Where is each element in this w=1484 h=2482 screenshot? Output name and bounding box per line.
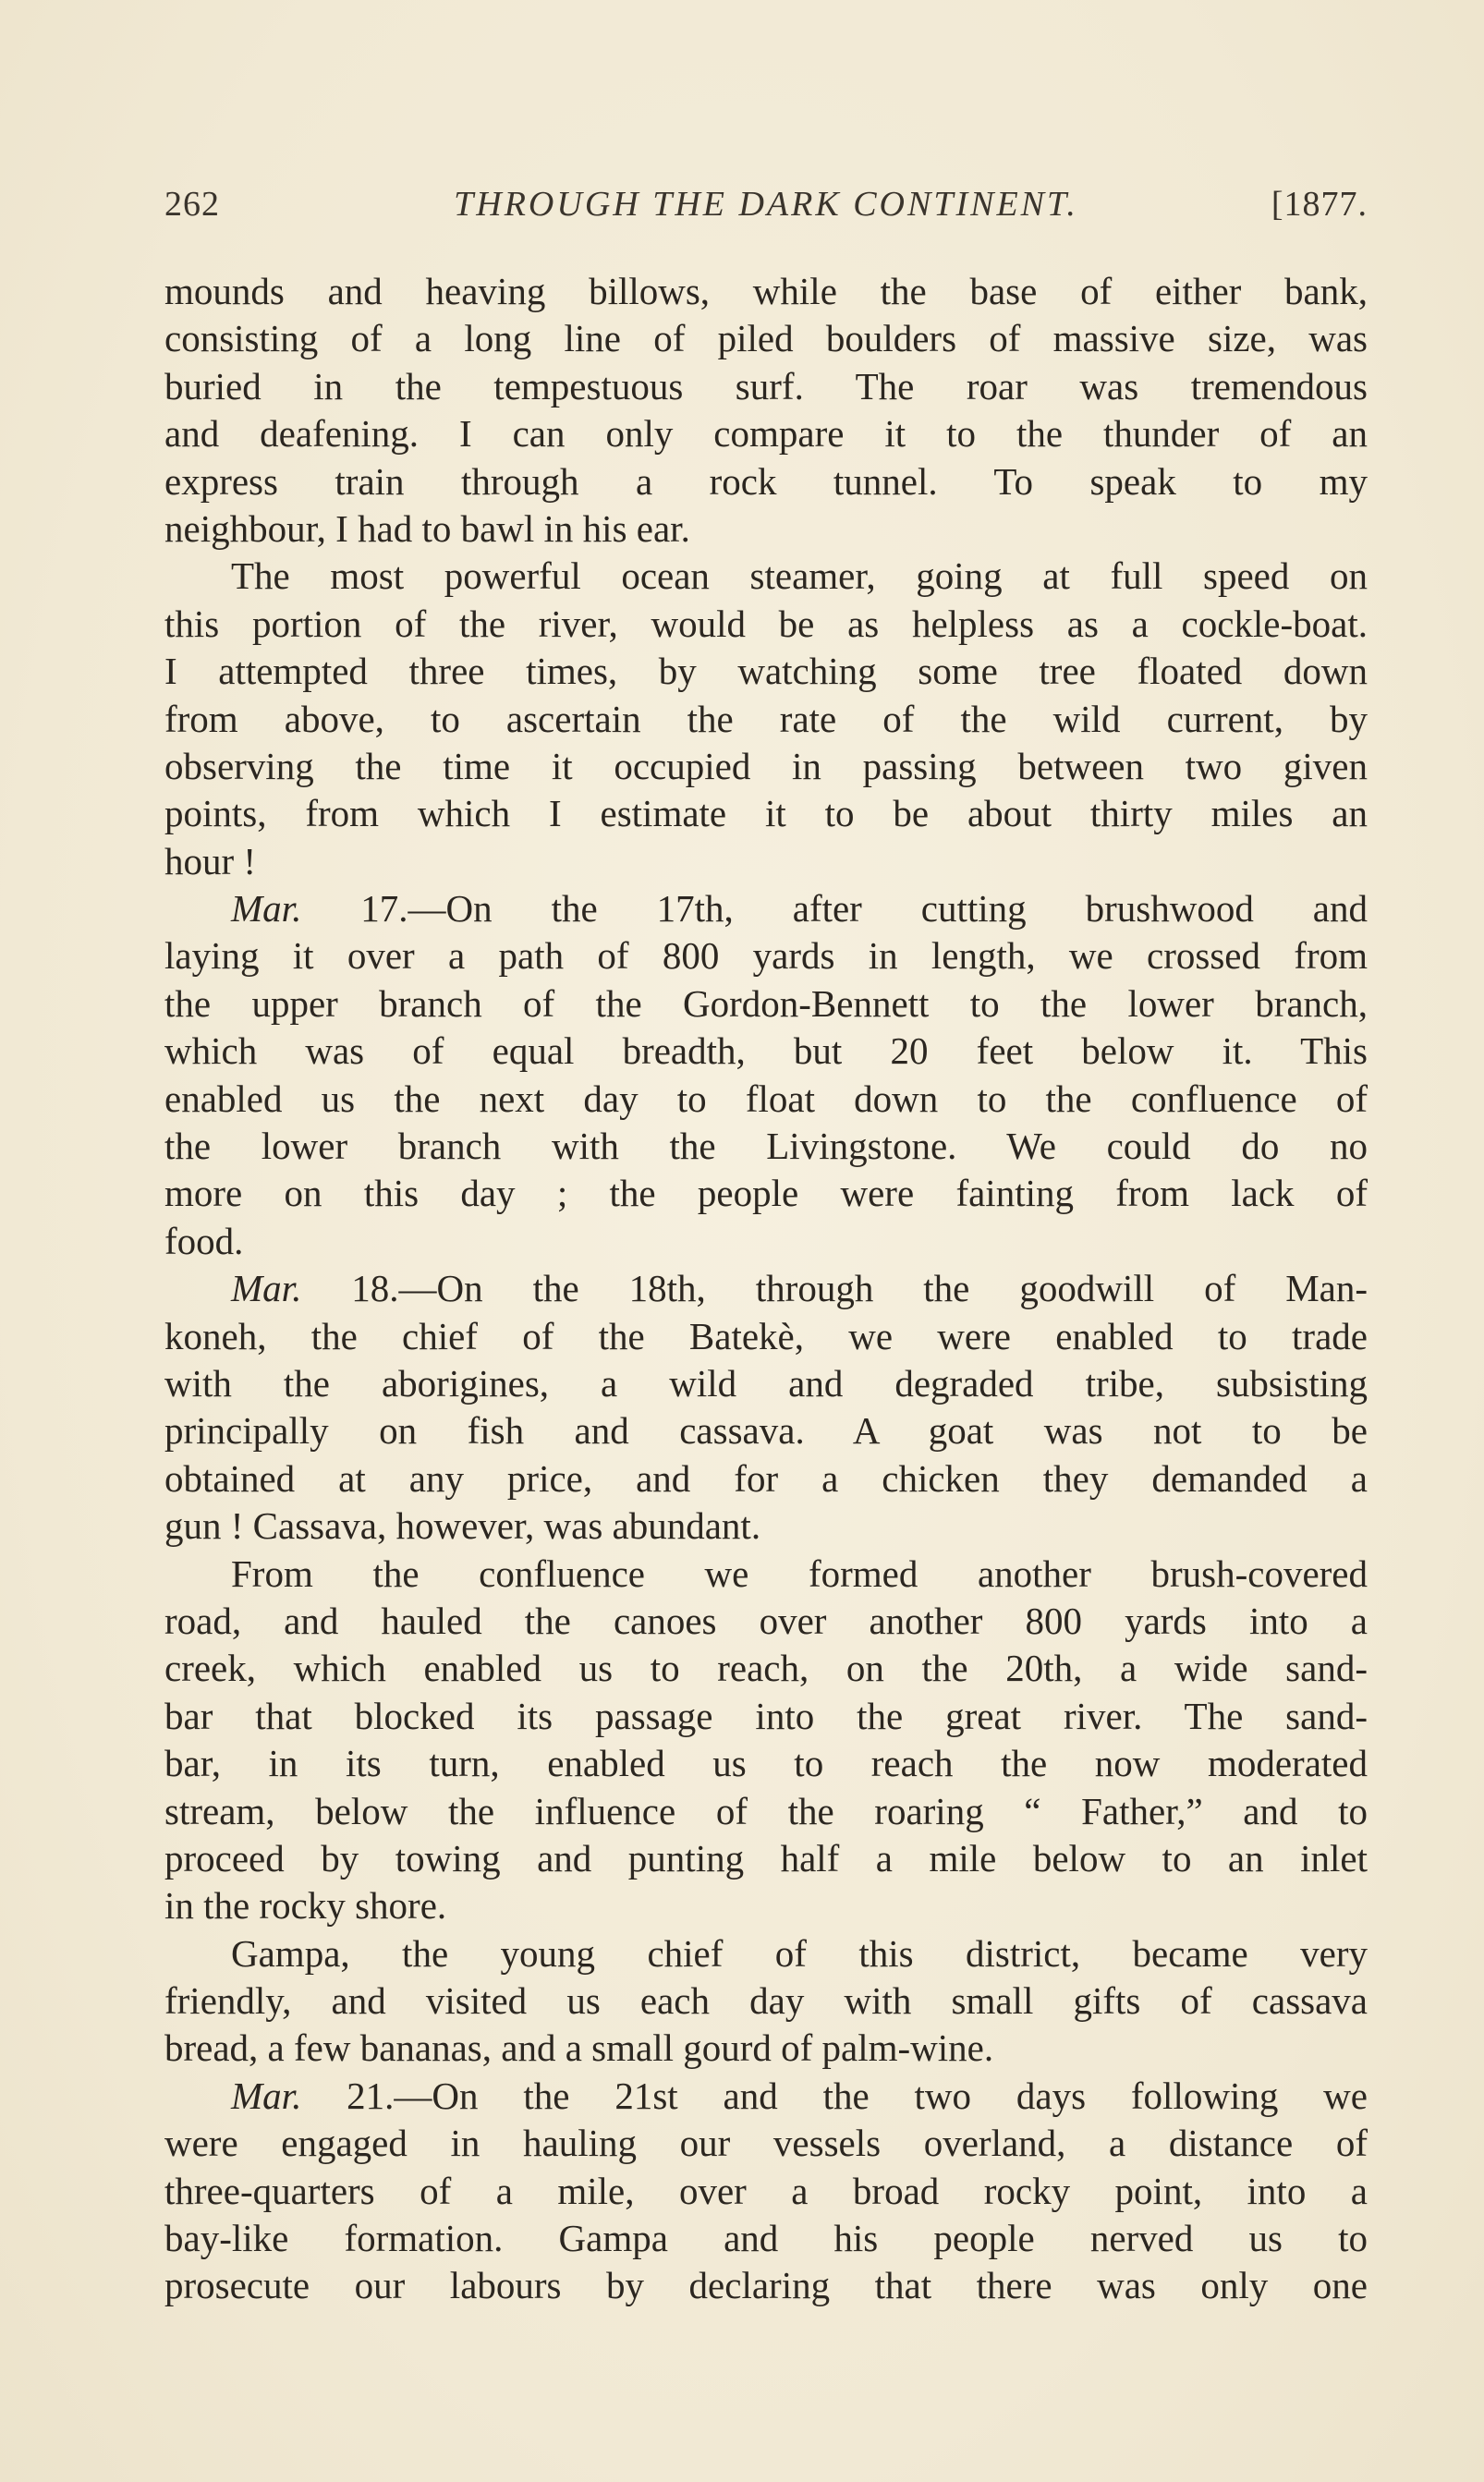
text-line [164, 1503, 1368, 1550]
text-line [164, 1218, 1368, 1265]
line-text: laying it over a path of 800 yards in length, we crossed from [164, 934, 1368, 978]
line-text: were engaged in hauling our vessels overland, a distance of [164, 2122, 1368, 2165]
line-text: in the rocky shore. [164, 1884, 447, 1928]
text-line [164, 505, 1368, 553]
line-text: the upper branch of the Gordon-Bennett to the lower branch, [164, 981, 1368, 1025]
line-text: friendly, and visited us each day with small gifts of cassava [164, 1979, 1368, 2023]
text-line [164, 2120, 1368, 2167]
line-text: buried in the tempestuous surf. The roar was tremendous [164, 364, 1368, 408]
text-line [164, 2073, 1368, 2120]
line-text: mounds and heaving billows, while the base of either bank, [164, 270, 1368, 312]
text-line [164, 1788, 1368, 1835]
line-text: this portion of the river, would be as helpless as a cockle-boat. [164, 602, 1368, 645]
line-text: road, and hauled the canoes over another 800 yards into a [164, 1599, 1368, 1642]
text-line [164, 410, 1368, 457]
line-text: gun ! Cassava, however, was abundant. [164, 1504, 761, 1548]
year-bracket: [1877. [1271, 185, 1368, 224]
text-line [164, 1835, 1368, 1882]
line-text: three-quarters of a mile, over a broad rocky point, into a [164, 2169, 1368, 2212]
line-text: I attempted three times, by watching some tree floated down [164, 650, 1368, 693]
text-line [164, 268, 1368, 315]
entry-date: Mar. [231, 2074, 302, 2117]
entry-date: Mar. [231, 887, 302, 931]
text-line [164, 315, 1368, 362]
line-text: bar, in its turn, enabled us to reach the now moderated [164, 1742, 1368, 1785]
text-line [164, 838, 1368, 885]
running-header [164, 181, 1368, 227]
line-text: creek, which enabled us to reach, on the 20th, a wide sand- [164, 1647, 1368, 1690]
text-line [164, 1977, 1368, 2025]
line-text: 18.—On the 18th, through the goodwill of Man- [301, 1267, 1368, 1310]
text-line [164, 980, 1368, 1028]
text-line [164, 2168, 1368, 2215]
line-text: bar that blocked its passage into the great river. The sand- [164, 1694, 1368, 1737]
line-text: with the aborigines, a wild and degraded tribe, subsisting [164, 1361, 1368, 1405]
line-text: 21.—On the 21st and the two days following we [301, 2074, 1368, 2117]
line-text: 17.—On the 17th, after cutting brushwood and [301, 887, 1368, 931]
line-text: consisting of a long line of piled boulders of massive size, was [164, 317, 1368, 360]
text-line [164, 1028, 1368, 1075]
line-text: express train through a rock tunnel. To speak to my [164, 459, 1368, 503]
text-line [164, 1551, 1368, 1598]
text-line [164, 1123, 1368, 1170]
text-line [164, 458, 1368, 505]
text-line [164, 932, 1368, 979]
text-line [164, 1930, 1368, 1977]
line-text: food. [164, 1219, 244, 1262]
line-text: enabled us the next day to float down to the confluence of [164, 1077, 1368, 1120]
text-line [164, 1693, 1368, 1740]
text-line [164, 553, 1368, 600]
line-text: more on this day ; the people were fainting from lack of [164, 1172, 1368, 1215]
line-text: proceed by towing and punting half a mile below to an inlet [164, 1836, 1368, 1880]
text-line [164, 2025, 1368, 2072]
line-text: hour ! [164, 839, 257, 882]
text-line [164, 696, 1368, 743]
line-text: which was of equal breadth, but 20 feet below it. This [164, 1029, 1368, 1073]
line-text: bread, a few bananas, and a small gourd of palm-wine. [164, 2026, 994, 2070]
line-text: bay-like formation. Gampa and his people nerved us to [164, 2217, 1368, 2260]
line-text: prosecute our labours by declaring that there was only one [164, 2264, 1368, 2307]
line-text: stream, below the influence of the roaring “ Father,” and to [164, 1789, 1368, 1832]
text-line [164, 1076, 1368, 1123]
text-line [164, 363, 1368, 410]
line-text: obtained at any price, and for a chicken they demanded a [164, 1456, 1368, 1500]
running-title: THROUGH THE DARK CONTINENT. [454, 185, 1078, 224]
line-text: principally on fish and cassava. A goat was not to be [164, 1409, 1368, 1453]
line-text: koneh, the chief of the Batekè, we were enabled to trade [164, 1314, 1368, 1357]
text-line [164, 601, 1368, 648]
text-line [164, 1882, 1368, 1929]
text-line [164, 790, 1368, 837]
text-line [164, 2262, 1368, 2309]
page-number: 262 [164, 185, 220, 224]
entry-date: Mar. [231, 1267, 302, 1310]
text-line [164, 1598, 1368, 1645]
line-text: and deafening. I can only compare it to the thunder of an [164, 412, 1368, 456]
text-line [164, 1645, 1368, 1692]
text-line [164, 885, 1368, 932]
line-text: The most powerful ocean steamer, going at full speed on [231, 554, 1368, 598]
text-line [164, 1313, 1368, 1360]
line-text: From the confluence we formed another brush-covered [231, 1551, 1368, 1595]
line-text: neighbour, I had to bawl in his ear. [164, 506, 690, 550]
text-line [164, 1407, 1368, 1454]
line-text: the lower branch with the Livingstone. We could do no [164, 1125, 1368, 1168]
line-text: points, from which I estimate it to be about thirty miles an [164, 792, 1368, 835]
text-line [164, 1455, 1368, 1503]
text-line [164, 1360, 1368, 1407]
line-text: Gampa, the young chief of this district, became very [231, 1931, 1368, 1975]
text-line [164, 1170, 1368, 1217]
line-text: from above, to ascertain the rate of the wild current, by [164, 697, 1368, 740]
body-text [164, 268, 1368, 2310]
text-line [164, 648, 1368, 695]
line-text: observing the time it occupied in passing between two given [164, 744, 1368, 787]
text-line [164, 2215, 1368, 2262]
text-line [164, 1740, 1368, 1787]
text-line [164, 743, 1368, 790]
text-line [164, 1265, 1368, 1312]
